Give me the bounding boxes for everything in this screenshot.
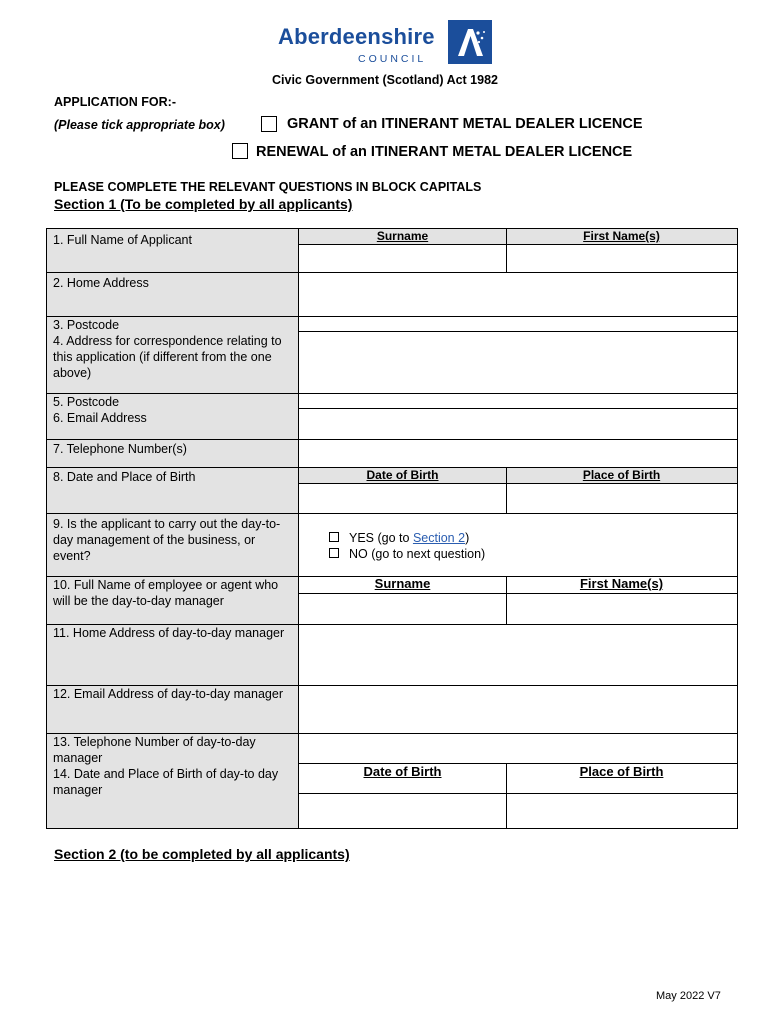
yes-option[interactable] — [329, 530, 469, 546]
manager-pob-field[interactable] — [506, 794, 737, 828]
no-label: NO (go to next question) — [349, 547, 486, 561]
telephone-field[interactable] — [299, 440, 737, 468]
no-option[interactable] — [329, 546, 485, 562]
correspondence-address-field[interactable] — [299, 332, 737, 394]
label-correspondence-postcode: 5. Postcode — [53, 395, 120, 409]
label-manager-date-place-birth: 14. Date and Place of Birth of day-to day manager — [53, 767, 279, 797]
tick-instruction: (Please tick appropriate box) — [54, 118, 225, 132]
manager-telephone-field[interactable] — [299, 734, 737, 764]
section-2-title: Section 2 (to be completed by all applicants) — [54, 846, 350, 862]
column-divider — [506, 577, 507, 625]
label-manager-telephone: 13. Telephone Number of day-to-day manager — [53, 735, 256, 765]
manager-surname-header: Surname — [299, 577, 506, 593]
column-divider — [506, 229, 507, 273]
label-date-place-birth: 8. Date and Place of Birth — [47, 468, 299, 514]
council-logo-icon — [448, 20, 492, 64]
label-home-address: 2. Home Address — [47, 273, 299, 317]
yes-label-prefix: YES (go to — [349, 531, 413, 545]
version-footer: May 2022 V7 — [656, 990, 721, 1002]
section-1-title: Section 1 (To be completed by all applicants) — [54, 196, 353, 212]
renewal-checkbox[interactable] — [232, 143, 248, 159]
label-postcode-email — [47, 394, 299, 440]
manager-first-names-header: First Name(s) — [506, 577, 737, 593]
correspondence-postcode-field[interactable] — [299, 394, 737, 409]
day-to-day-answer-cell — [299, 514, 737, 577]
label-manager-email: 12. Email Address of day-to-day manager — [47, 686, 299, 734]
manager-dob-header: Date of Birth — [299, 764, 506, 794]
label-postcode-correspondence — [47, 317, 299, 394]
label-manager-phone-birth — [47, 734, 299, 828]
label-email-address: 6. Email Address — [53, 411, 147, 425]
label-telephone: 7. Telephone Number(s) — [47, 440, 299, 468]
column-divider — [506, 468, 507, 514]
manager-surname-field[interactable] — [299, 593, 506, 625]
grant-checkbox[interactable] — [261, 116, 277, 132]
yes-label-suffix: ) — [465, 531, 470, 545]
manager-dob-field[interactable] — [299, 794, 506, 828]
label-manager-full-name: 10. Full Name of employee or agent who will be the day-to-day manager — [47, 577, 299, 625]
applicant-first-names-field[interactable] — [506, 245, 737, 273]
application-for-heading: APPLICATION FOR:- — [54, 95, 176, 109]
home-address-field[interactable] — [299, 273, 737, 317]
application-form-table — [46, 228, 738, 829]
column-divider — [506, 764, 507, 828]
council-logo-sub: COUNCIL — [358, 53, 427, 65]
grant-option-label: GRANT of an ITINERANT METAL DEALER LICENCE — [287, 116, 643, 132]
label-day-to-day-question: 9. Is the applicant to carry out the day-to-day management of the business, or event? — [47, 514, 299, 577]
section-2-link[interactable]: Section 2 — [412, 531, 466, 545]
postcode-field[interactable] — [299, 317, 737, 332]
pob-header: Place of Birth — [506, 468, 737, 484]
council-logo-name: Aberdeenshire — [278, 24, 435, 49]
act-title: Civic Government (Scotland) Act 1982 — [272, 73, 498, 87]
manager-home-address-field[interactable] — [299, 625, 737, 686]
applicant-pob-field[interactable] — [506, 484, 737, 514]
email-address-field[interactable] — [299, 409, 737, 440]
block-capitals-instruction: PLEASE COMPLETE THE RELEVANT QUESTIONS IN BLOCK CAPITALS — [54, 180, 482, 194]
applicant-surname-field[interactable] — [299, 245, 506, 273]
label-correspondence-address: 4. Address for correspondence relating to this application (if different from the one above) — [53, 334, 282, 380]
label-manager-home-address: 11. Home Address of day-to-day manager — [47, 625, 299, 686]
label-full-name: 1. Full Name of Applicant — [47, 229, 299, 273]
yes-checkbox[interactable] — [329, 532, 339, 542]
first-names-header: First Name(s) — [506, 229, 737, 245]
manager-first-names-field[interactable] — [506, 593, 737, 625]
renewal-option-label: RENEWAL of an ITINERANT METAL DEALER LICENCE — [256, 144, 633, 160]
dob-header: Date of Birth — [299, 468, 506, 484]
manager-email-field[interactable] — [299, 686, 737, 734]
no-checkbox[interactable] — [329, 548, 339, 558]
applicant-dob-field[interactable] — [299, 484, 506, 514]
surname-header: Surname — [299, 229, 506, 245]
manager-pob-header: Place of Birth — [506, 764, 737, 794]
label-postcode: 3. Postcode — [53, 318, 120, 332]
